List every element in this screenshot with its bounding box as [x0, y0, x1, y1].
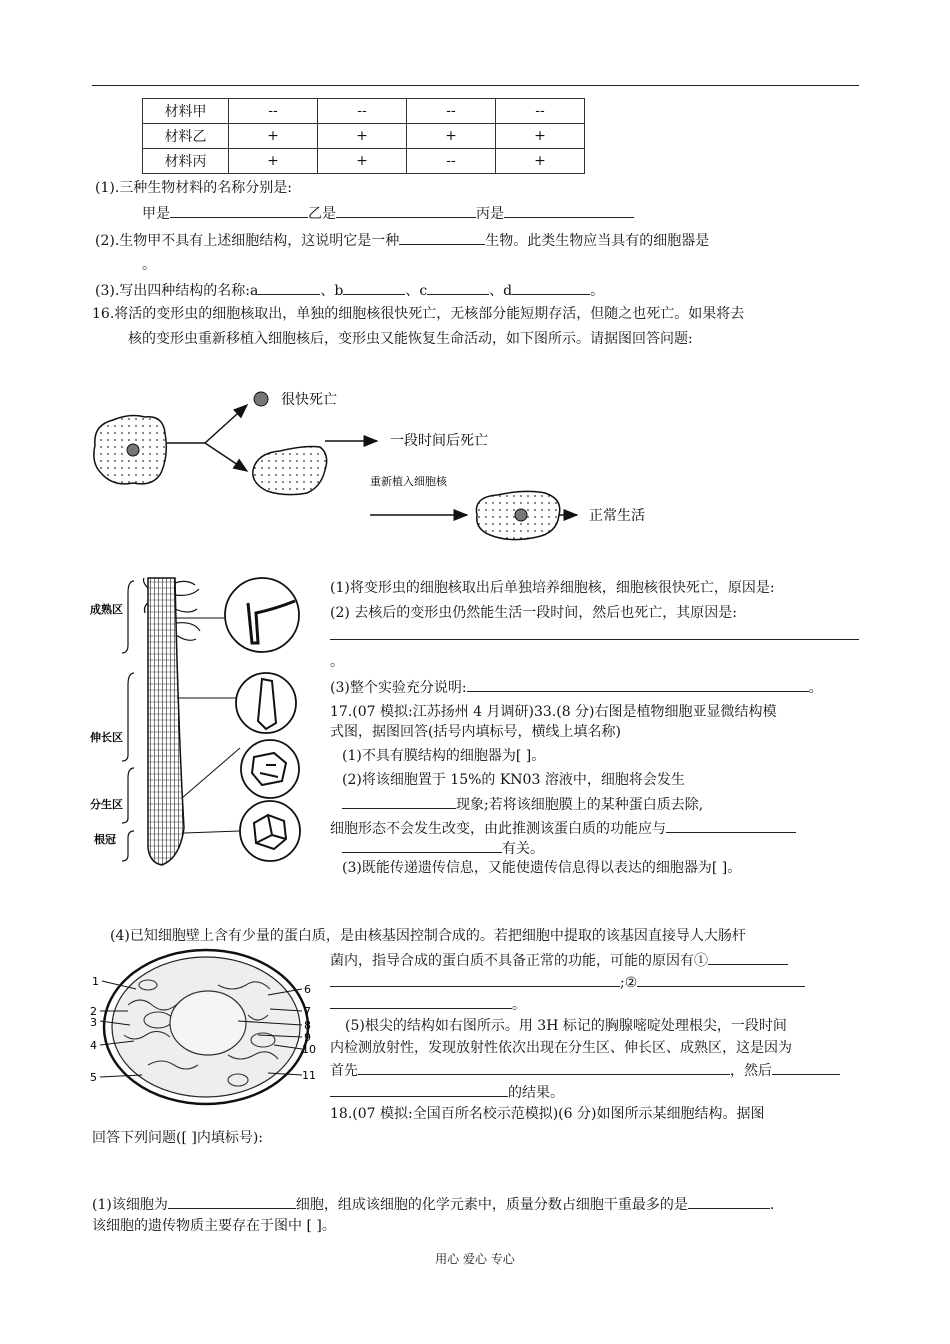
q17-s4a: (4)已知细胞壁上含有少量的蛋白质，是由核基因控制合成的。若把细胞中提取的该基因直接导人大肠杆	[110, 928, 746, 944]
q18-title-1: 18.(07 模拟:全国百所名校示范模拟)(6 分)如图所示某细胞结构。据图	[330, 1106, 765, 1122]
cell-label-9: 9	[304, 1031, 311, 1044]
answer-blank[interactable]	[637, 972, 805, 987]
connector-lines	[175, 618, 240, 833]
cell-label-1: 1	[92, 975, 99, 988]
rootcap-zone-cell	[240, 801, 300, 861]
zone-brackets	[122, 581, 134, 861]
q15-part1: (1).三种生物材料的名称分别是:	[95, 180, 292, 196]
table-cell: +	[407, 124, 496, 149]
root-body	[148, 578, 184, 865]
zone-meristem: 分生区	[90, 798, 123, 811]
mature-zone-cell	[225, 578, 299, 652]
nucleus	[127, 444, 139, 456]
q15-names-line	[142, 203, 634, 224]
answer-blank[interactable]	[358, 1060, 730, 1075]
d-label: 、d	[489, 283, 513, 299]
answer-blank[interactable]	[708, 950, 788, 965]
cell-label-5: 5	[90, 1071, 97, 1084]
q17-s4d-line	[330, 994, 526, 1015]
cell-label-8: 8	[304, 1019, 311, 1032]
q16-s3	[330, 677, 823, 698]
q17-s4c-line	[330, 972, 805, 993]
answer-blank[interactable]	[336, 203, 476, 218]
q17-s4-text-c: ;②	[620, 975, 638, 991]
table-row	[143, 124, 585, 149]
q15-part2-end: 。	[142, 257, 156, 273]
period: .	[769, 1197, 775, 1213]
answer-blank[interactable]	[772, 1060, 840, 1075]
q18-s1-text-b: 细胞，组成该细胞的化学元素中，质量分数占细胞干重最多的是	[295, 1197, 688, 1213]
answer-blank[interactable]	[427, 280, 489, 295]
table-cell: +	[229, 149, 318, 174]
q15-part3	[95, 280, 604, 301]
cell-label-6: 6	[304, 983, 311, 996]
answer-blank[interactable]	[467, 677, 809, 692]
answer-blank[interactable]	[512, 280, 590, 295]
c-label: 、c	[405, 283, 428, 299]
label-reimplant: 重新植入细胞核	[370, 475, 447, 488]
q17-s1: (1)不具有膜结构的细胞器为[ ]。	[342, 748, 546, 764]
answer-blank[interactable]	[168, 1194, 296, 1209]
answer-blank[interactable]	[258, 280, 320, 295]
period: 。	[808, 680, 823, 696]
period: 。	[590, 283, 605, 299]
amoeba-diagram	[85, 375, 705, 550]
root-tip-figure	[90, 573, 320, 868]
q15-part2-text: (2).生物甲不具有上述细胞结构，这说明它是一种	[95, 233, 400, 249]
table-cell: +	[318, 149, 407, 174]
answer-blank[interactable]	[504, 203, 634, 218]
label-die-fast: 很快死亡	[281, 392, 337, 408]
label-die-later: 一段时间后死亡	[390, 433, 488, 449]
q16-s3-text: (3)整个实验充分说明:	[330, 680, 467, 696]
q16-s2: (2) 去核后的变形虫仍然能生活一段时间，然后也死亡，其原因是:	[330, 605, 737, 621]
cell-label-11: 11	[302, 1069, 316, 1082]
header-rule	[92, 85, 859, 86]
cell-label-10: 10	[302, 1043, 316, 1056]
table-cell: --	[407, 149, 496, 174]
table-row	[143, 99, 585, 124]
q17-s2c-line	[330, 818, 796, 839]
q18-title-2: 回答下列问题([ ]内填标号):	[92, 1130, 264, 1146]
zone-mature: 成熟区	[90, 603, 123, 616]
yi-label: 乙是	[308, 206, 336, 222]
materials-table	[142, 98, 585, 174]
q17-s5b: 内检测放射性，发现放射性依次出现在分生区、伸长区、成熟区，这是因为	[330, 1040, 792, 1056]
q17-s3: (3)既能传递遗传信息，又能使遗传信息得以表达的细胞器为[ ]。	[342, 860, 742, 876]
q17-s5e-line	[330, 1082, 564, 1103]
row-name: 材料甲	[143, 99, 229, 124]
isolated-nucleus	[254, 392, 268, 406]
zone-elongation: 伸长区	[90, 731, 123, 744]
answer-blank[interactable]	[330, 972, 620, 987]
nucleus	[515, 509, 527, 521]
cell-label-2: 2	[90, 1005, 97, 1018]
q15-part2-text-b: 生物。此类生物应当具有的细胞器是	[485, 233, 710, 249]
plant-cell-figure	[88, 945, 328, 1110]
q17-s2-text-b: 现象;若将该细胞膜上的某种蛋白质去除,	[456, 797, 704, 813]
meristem-zone-cell	[241, 740, 299, 798]
answer-blank[interactable]	[330, 1082, 508, 1097]
q17-s5-text-c: 首先	[330, 1063, 358, 1079]
q17-s2-text-c: 细胞形态不会发生改变，由此推测该蛋白质的功能应与	[330, 821, 666, 837]
page-footer: 用心 爱心 专心	[435, 1252, 515, 1266]
q16-intro-1: 16.将活的变形虫的细胞核取出，单独的细胞核很快死亡，无核部分能短期存活，但随之也死亡。如果将去	[92, 306, 745, 322]
row-name: 材料丙	[143, 149, 229, 174]
q17-s5a: (5)根尖的结构如右图所示。用 3H 标记的胸腺嘧啶处理根尖，一段时间	[345, 1018, 787, 1034]
q17-s4b-line	[330, 950, 788, 971]
cell-label-4: 4	[90, 1039, 97, 1052]
answer-blank[interactable]	[666, 818, 796, 833]
q18-s1d: 该细胞的遗传物质主要存在于图中 [ ]。	[92, 1218, 336, 1234]
answer-blank[interactable]	[330, 994, 512, 1009]
elongation-zone-cell	[236, 673, 296, 733]
table-cell: --	[229, 99, 318, 124]
table-row	[143, 149, 585, 174]
b-label: 、b	[320, 283, 344, 299]
cell-label-3: 3	[90, 1016, 97, 1029]
q17-s4-text-b: 菌内，指导合成的蛋白质不具备正常的功能，可能的原因有①	[330, 953, 708, 969]
q17-title-2: 式图，据图回答(括号内填标号，横线上填名称)	[330, 724, 621, 740]
table-cell: +	[318, 124, 407, 149]
jia-label: 甲是	[142, 206, 170, 222]
table-cell: --	[318, 99, 407, 124]
answer-blank[interactable]	[343, 280, 405, 295]
bing-label: 丙是	[476, 206, 504, 222]
q17-s5-text-d: ，然后	[730, 1063, 772, 1079]
answer-blank[interactable]	[342, 838, 502, 853]
q17-s2-line	[342, 794, 703, 815]
q17-s2-text-d: 有关。	[502, 841, 544, 857]
row-name: 材料乙	[143, 124, 229, 149]
table-cell: --	[407, 99, 496, 124]
table-cell: --	[496, 99, 585, 124]
answer-blank[interactable]	[342, 794, 456, 809]
enucleated-amoeba	[253, 447, 327, 495]
period: 。	[512, 997, 526, 1013]
q15-part2	[95, 230, 709, 251]
q16-s2-end: 。	[330, 654, 344, 670]
cell-label-7: 7	[304, 1005, 311, 1018]
q17-s5-text-e: 的结果。	[508, 1085, 564, 1101]
q17-s2: (2)将该细胞置于 15%的 KN03 溶液中，细胞将会发生	[342, 772, 685, 788]
q16-s1: (1)将变形虫的细胞核取出后单独培养细胞核，细胞核很快死亡，原因是:	[330, 580, 775, 596]
answer-blank[interactable]	[170, 203, 308, 218]
a-label: (3).写出四种结构的名称:a	[95, 283, 259, 299]
q17-title-1: 17.(07 模拟:江苏扬州 4 月调研)33.(8 分)右图是植物细胞亚显微结构模	[330, 704, 777, 720]
answer-line[interactable]	[330, 639, 859, 640]
table-cell: +	[229, 124, 318, 149]
zone-rootcap: 根冠	[94, 833, 116, 846]
table-cell: +	[496, 149, 585, 174]
table-cell: +	[496, 124, 585, 149]
q18-s1-text-a: (1)该细胞为	[92, 1197, 168, 1213]
answer-blank[interactable]	[399, 230, 485, 245]
q17-s2d-line	[342, 838, 544, 859]
q18-s1-line	[92, 1194, 774, 1215]
label-normal: 正常生活	[589, 508, 645, 524]
vacuole	[170, 991, 246, 1055]
answer-blank[interactable]	[688, 1194, 770, 1209]
q17-s5c-line	[330, 1060, 840, 1081]
q16-intro-2: 核的变形虫重新移植入细胞核后，变形虫又能恢复生命活动，如下图所示。请据图回答问题:	[128, 331, 693, 347]
